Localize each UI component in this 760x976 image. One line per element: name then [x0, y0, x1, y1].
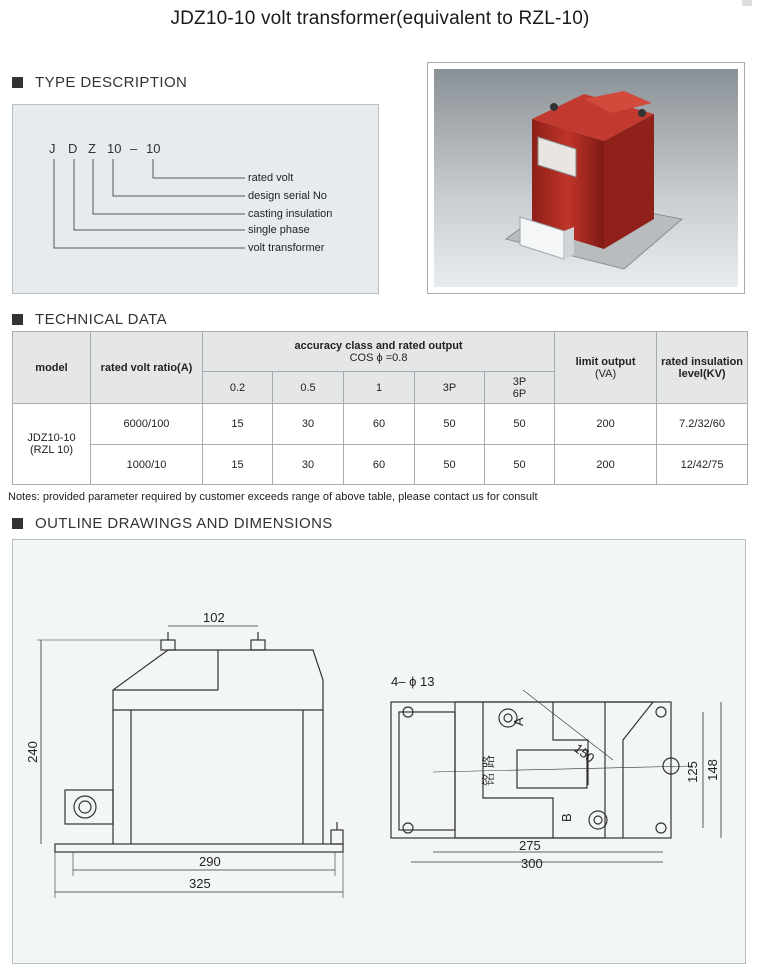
- technical-data-table: [12, 331, 748, 485]
- cell-insulation: 7.2/32/60: [657, 404, 748, 445]
- cell-c02: 15: [203, 445, 273, 485]
- cell-model: [13, 404, 91, 485]
- section-title: OUTLINE DRAWINGS AND DIMENSIONS: [35, 514, 333, 532]
- model-line2: (RZL 10): [30, 444, 73, 456]
- meaning-casting-insulation: casting insulation: [248, 208, 333, 220]
- outline-drawing: [13, 540, 747, 965]
- dim-h2: 148: [705, 759, 720, 781]
- cell-ratio: 6000/100: [91, 404, 203, 445]
- type-code-diagram: [13, 105, 380, 295]
- cell-c1: 60: [344, 404, 415, 445]
- header-class-3p-line: 3P: [512, 375, 527, 388]
- product-photo: [427, 62, 745, 294]
- meaning-volt-transformer: volt transformer: [248, 242, 325, 254]
- dim-w1: 275: [519, 838, 541, 853]
- dim-diagonal: 150: [571, 740, 598, 766]
- outline-drawing-panel: [12, 539, 746, 964]
- code-connector-lines: [54, 159, 245, 248]
- code-letter-j: J: [49, 141, 56, 156]
- label-b: B: [559, 813, 574, 822]
- top-view-drawing: [391, 690, 721, 862]
- label-chars-2: 铭: [481, 772, 496, 786]
- label-a: A: [511, 717, 526, 726]
- dim-h1: 125: [685, 761, 700, 783]
- cell-c1: 60: [344, 445, 415, 485]
- code-letter-z: Z: [88, 141, 96, 156]
- section-square-icon: [12, 518, 23, 529]
- table-row: [13, 445, 748, 485]
- header-class-1: 1: [344, 372, 415, 404]
- cell-c02: 15: [203, 404, 273, 445]
- meaning-single-phase: single phase: [248, 224, 310, 236]
- header-accuracy: [203, 332, 555, 372]
- header-limit: [555, 332, 657, 404]
- dim-front-height: 240: [25, 741, 40, 763]
- header-model: model: [13, 332, 91, 404]
- header-insulation: [657, 332, 748, 404]
- corner-mark: [742, 0, 752, 6]
- dim-holes: 4– ϕ 13: [391, 674, 435, 689]
- section-square-icon: [12, 77, 23, 88]
- header-class-02: 0.2: [203, 372, 273, 404]
- header-ratio: rated volt ratio(A): [91, 332, 203, 404]
- header-class-05: 0.5: [273, 372, 344, 404]
- meaning-rated-volt: rated volt: [248, 172, 294, 184]
- section-type-description: [12, 72, 187, 92]
- section-outline-drawings: [12, 513, 333, 533]
- page-title: JDZ10-10 volt transformer(equivalent to RZL-10): [170, 8, 590, 29]
- code-number-10b: 10: [146, 141, 161, 156]
- cell-ratio: 1000/10: [91, 445, 203, 485]
- cell-c3p6p: 50: [485, 404, 555, 445]
- dim-front-inner: 290: [199, 854, 221, 869]
- cell-c05: 30: [273, 404, 344, 445]
- header-limit-line1: limit output: [575, 355, 636, 368]
- transformer-photo-illustration: [434, 69, 738, 287]
- header-accuracy-line1: accuracy class and rated output: [294, 339, 463, 352]
- header-accuracy-line2: COS ϕ =0.8: [349, 351, 408, 364]
- notes-text: Notes: provided parameter required by customer exceeds range of above table, please contact us for consult: [8, 491, 538, 503]
- model-line1: JDZ10-10: [27, 432, 76, 444]
- cell-limit: 200: [555, 445, 657, 485]
- table-row: [13, 404, 748, 445]
- front-view-drawing: [37, 626, 343, 898]
- header-class-3p: 3P: [415, 372, 485, 404]
- dim-front-outer: 325: [189, 876, 211, 891]
- cell-limit: 200: [555, 404, 657, 445]
- meaning-design-serial: design serial No: [248, 190, 327, 202]
- header-insulation-line1: rated insulation: [661, 355, 744, 368]
- header-limit-line2: (VA): [594, 367, 617, 380]
- header-class-3p6p: [485, 372, 555, 404]
- section-title: TYPE DESCRIPTION: [35, 73, 188, 91]
- code-number-10a: 10: [107, 141, 122, 156]
- dim-front-top: 102: [203, 610, 225, 625]
- label-chars-1: 路: [481, 754, 496, 768]
- section-technical-data: [12, 309, 167, 329]
- code-letter-d: D: [68, 141, 78, 156]
- cell-c3p: 50: [415, 404, 485, 445]
- cell-c3p: 50: [415, 445, 485, 485]
- cell-insulation: 12/42/75: [657, 445, 748, 485]
- code-dash: –: [130, 141, 138, 156]
- header-insulation-line2: level(KV): [678, 367, 726, 380]
- section-title: TECHNICAL DATA: [35, 310, 168, 328]
- type-description-panel: [12, 104, 379, 294]
- section-square-icon: [12, 314, 23, 325]
- dim-w2: 300: [521, 856, 543, 871]
- cell-c3p6p: 50: [485, 445, 555, 485]
- header-class-6p-line: 6P: [512, 387, 527, 400]
- cell-c05: 30: [273, 445, 344, 485]
